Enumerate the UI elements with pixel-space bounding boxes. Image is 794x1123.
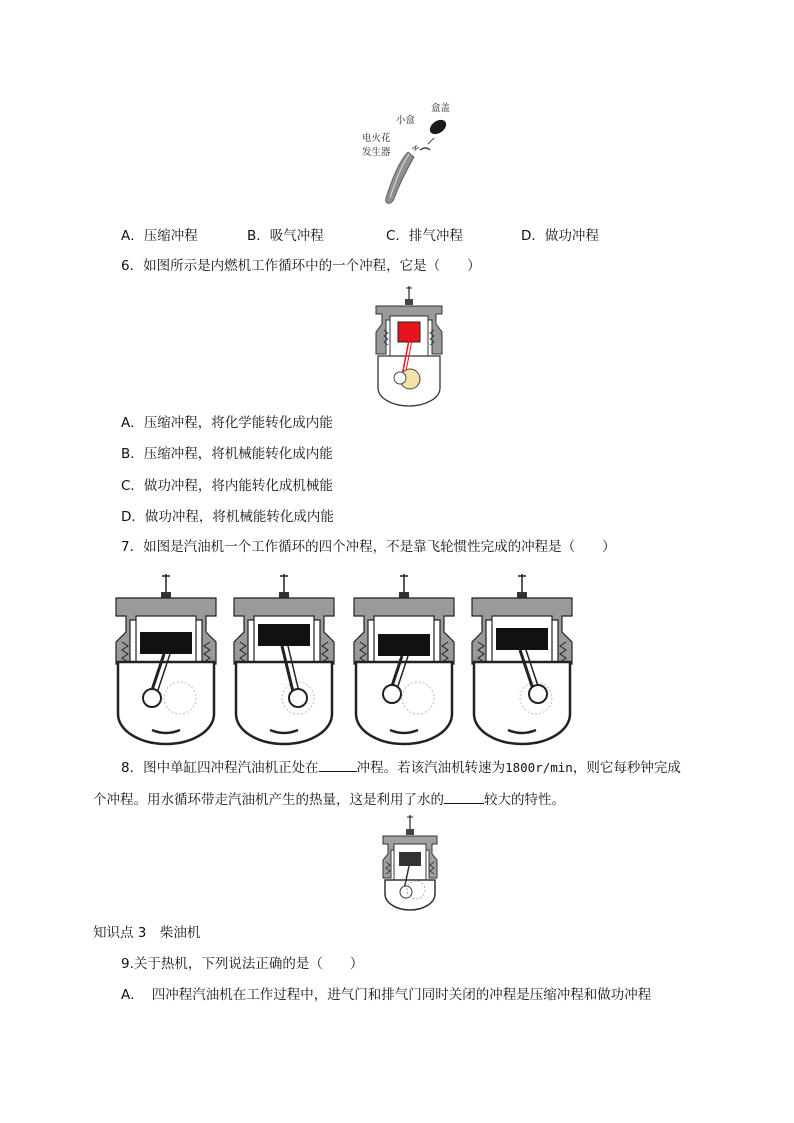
lid-label: 盒盖: [431, 103, 451, 114]
q8-text-4: 个冲程。用水循环带走汽油机产生的热量，这是利用了水的: [93, 792, 444, 808]
q8-text-2: 冲程。若该汽油机转速为: [356, 760, 506, 776]
q5-option-d: D．做功冲程: [521, 228, 599, 244]
q8-piston-shape: [399, 852, 421, 866]
section-title: 知识点 3 柴油机: [93, 925, 201, 941]
q9-option-a-label: A．: [121, 987, 144, 1003]
box-label: 小盒: [396, 115, 416, 126]
q6-option-a: A．压缩冲程，将化学能转化成内能: [121, 415, 333, 431]
q5-option-a: A．压缩冲程: [121, 228, 198, 244]
q8-speed: 1800r/min: [505, 760, 573, 775]
q8-text-3: ，则它每秒钟完成: [572, 760, 681, 776]
q6-option-d: D．做功冲程，将机械能转化成内能: [121, 509, 334, 525]
igniter-label-line1: 电火花: [362, 133, 391, 144]
q8-text-1: 8．图中单缸四冲程汽油机正处在: [121, 760, 319, 776]
q7-stem: 7．如图是汽油机一个工作循环的四个冲程，不是靠飞轮惯性完成的冲程是（ ）: [121, 539, 616, 555]
q8-text-5: 较大的特性。: [484, 792, 565, 808]
igniter-label-line2: 发生器: [362, 147, 391, 158]
q9-option-a-text: 四冲程汽油机在工作过程中，进气门和排气门同时关闭的冲程是压缩冲程和做功冲程: [151, 987, 652, 1003]
q9-stem: 9.关于热机，下列说法正确的是（ ）: [121, 956, 364, 972]
q6-option-c: C．做功冲程，将内能转化成机械能: [121, 478, 333, 494]
q6-stem: 6．如图所示是内燃机工作循环中的一个冲程，它是（ ）: [121, 258, 481, 274]
q6-option-b: B．压缩冲程，将机械能转化成内能: [121, 446, 333, 462]
q5-option-c: C．排气冲程: [386, 228, 463, 244]
q5-option-b: B．吸气冲程: [247, 228, 324, 244]
q9-option-a: [121, 986, 651, 1004]
